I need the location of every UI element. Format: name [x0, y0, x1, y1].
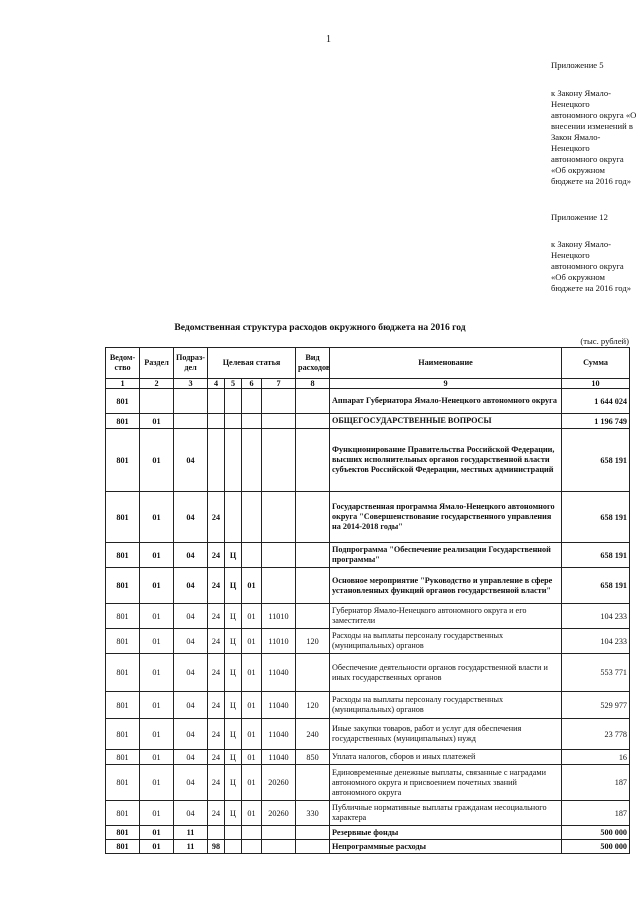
cell-name: Расходы на выплаты персоналу государственных (муниципальных) органов [330, 629, 562, 654]
cell-expense-type [296, 826, 330, 840]
cell-target-subprogram: Ц [225, 750, 242, 765]
column-number: 9 [330, 379, 562, 389]
table-row [106, 801, 630, 826]
cell-ministry: 801 [106, 654, 140, 692]
table-row [106, 568, 630, 604]
cell-target-event: 01 [242, 719, 262, 750]
cell-target-program: 24 [208, 543, 225, 568]
units-label: (тыс. рублей) [580, 336, 629, 346]
cell-section: 01 [140, 719, 174, 750]
cell-target-subprogram [225, 389, 242, 414]
document-title: Ведомственная структура расходов окружного бюджета на 2016 год [174, 322, 466, 333]
cell-section: 01 [140, 629, 174, 654]
cell-target-program: 24 [208, 765, 225, 801]
cell-subsection: 04 [174, 692, 208, 719]
cell-section: 01 [140, 604, 174, 629]
cell-subsection: 04 [174, 750, 208, 765]
cell-subsection: 11 [174, 840, 208, 854]
cell-target-event [242, 492, 262, 543]
cell-target-direction [262, 389, 296, 414]
annex-original-title: Приложение 12 [551, 212, 608, 222]
cell-target-program: 24 [208, 692, 225, 719]
cell-target-direction: 11040 [262, 750, 296, 765]
cell-subsection: 04 [174, 492, 208, 543]
cell-subsection: 04 [174, 801, 208, 826]
table-row [106, 826, 630, 840]
cell-target-direction [262, 414, 296, 429]
cell-target-subprogram: Ц [225, 604, 242, 629]
cell-target-event: 01 [242, 750, 262, 765]
cell-expense-type [296, 840, 330, 854]
cell-target-program [208, 429, 225, 492]
cell-target-event: 01 [242, 765, 262, 801]
cell-amount: 1 644 024 [562, 389, 630, 414]
cell-target-subprogram: Ц [225, 719, 242, 750]
cell-target-program: 24 [208, 568, 225, 604]
table-row [106, 765, 630, 801]
cell-amount: 104 233 [562, 604, 630, 629]
table-row [106, 719, 630, 750]
cell-expense-type: 850 [296, 750, 330, 765]
header-amount: Сумма [562, 348, 630, 379]
cell-ministry: 801 [106, 750, 140, 765]
cell-ministry: 801 [106, 629, 140, 654]
cell-subsection [174, 389, 208, 414]
cell-section: 01 [140, 692, 174, 719]
cell-target-program: 24 [208, 604, 225, 629]
cell-amount: 16 [562, 750, 630, 765]
column-number: 8 [296, 379, 330, 389]
cell-ministry: 801 [106, 801, 140, 826]
cell-name: Губернатор Ямало-Ненецкого автономного округа и его заместители [330, 604, 562, 629]
cell-section: 01 [140, 826, 174, 840]
cell-target-event [242, 840, 262, 854]
annex-original-basis: к Закону Ямало-Ненецкого автономного округа «Об окружном бюджете на 2016 год» [551, 239, 632, 293]
cell-ministry: 801 [106, 429, 140, 492]
cell-target-direction [262, 429, 296, 492]
cell-target-direction [262, 840, 296, 854]
cell-target-event: 01 [242, 801, 262, 826]
cell-subsection: 04 [174, 629, 208, 654]
cell-amount: 1 196 749 [562, 414, 630, 429]
cell-target-direction [262, 826, 296, 840]
cell-ministry: 801 [106, 826, 140, 840]
column-number: 7 [262, 379, 296, 389]
column-number: 6 [242, 379, 262, 389]
cell-section [140, 389, 174, 414]
cell-target-subprogram: Ц [225, 801, 242, 826]
page-number: 1 [326, 34, 331, 45]
column-number: 3 [174, 379, 208, 389]
table-row [106, 750, 630, 765]
cell-expense-type [296, 654, 330, 692]
table-row [106, 654, 630, 692]
table-row [106, 692, 630, 719]
cell-section: 01 [140, 765, 174, 801]
table-row [106, 492, 630, 543]
cell-section: 01 [140, 654, 174, 692]
cell-ministry: 801 [106, 604, 140, 629]
cell-target-direction: 20260 [262, 765, 296, 801]
cell-expense-type [296, 543, 330, 568]
cell-subsection: 11 [174, 826, 208, 840]
cell-target-direction [262, 568, 296, 604]
cell-amount: 553 771 [562, 654, 630, 692]
cell-amount: 658 191 [562, 543, 630, 568]
cell-target-event [242, 826, 262, 840]
cell-target-event [242, 389, 262, 414]
cell-name: Основное мероприятие "Руководство и управление в сфере установленных функций органов государственной власти" [330, 568, 562, 604]
cell-amount: 187 [562, 765, 630, 801]
cell-name: Иные закупки товаров, работ и услуг для обеспечения государственных (муниципальных) нужд [330, 719, 562, 750]
cell-section: 01 [140, 750, 174, 765]
cell-target-direction: 11040 [262, 719, 296, 750]
cell-expense-type [296, 414, 330, 429]
cell-ministry: 801 [106, 692, 140, 719]
column-number-row [106, 379, 630, 389]
cell-name: Обеспечение деятельности органов государственной власти и иных государственных органов [330, 654, 562, 692]
cell-target-program: 24 [208, 801, 225, 826]
header-ministry: Ведом-ство [106, 348, 140, 379]
cell-section: 01 [140, 492, 174, 543]
cell-target-subprogram [225, 414, 242, 429]
cell-section: 01 [140, 801, 174, 826]
cell-target-program [208, 414, 225, 429]
cell-expense-type [296, 429, 330, 492]
cell-section: 01 [140, 568, 174, 604]
cell-target-subprogram: Ц [225, 543, 242, 568]
cell-target-program: 24 [208, 719, 225, 750]
cell-name: Аппарат Губернатора Ямало-Ненецкого автономного округа [330, 389, 562, 414]
cell-target-direction: 20260 [262, 801, 296, 826]
cell-name: Государственная программа Ямало-Ненецкого автономного округа "Совершенствование государственного управления на 2014-2018 годы" [330, 492, 562, 543]
cell-amount: 529 977 [562, 692, 630, 719]
cell-name: Единовременные денежные выплаты, связанные с наградами автономного округа и присвоением почетных званий автономного округа [330, 765, 562, 801]
cell-target-program: 24 [208, 629, 225, 654]
cell-name: Уплата налогов, сборов и иных платежей [330, 750, 562, 765]
column-number: 5 [225, 379, 242, 389]
cell-target-direction: 11010 [262, 629, 296, 654]
cell-amount: 104 233 [562, 629, 630, 654]
cell-target-subprogram: Ц [225, 654, 242, 692]
cell-name: ОБЩЕГОСУДАРСТВЕННЫЕ ВОПРОСЫ [330, 414, 562, 429]
cell-expense-type [296, 389, 330, 414]
header-name: Наименование [330, 348, 562, 379]
cell-target-program: 24 [208, 750, 225, 765]
cell-target-program: 98 [208, 840, 225, 854]
cell-ministry: 801 [106, 389, 140, 414]
cell-target-program [208, 389, 225, 414]
table-row [106, 604, 630, 629]
table-row [106, 840, 630, 854]
cell-expense-type: 330 [296, 801, 330, 826]
cell-subsection: 04 [174, 719, 208, 750]
cell-expense-type: 240 [296, 719, 330, 750]
cell-name: Резервные фонды [330, 826, 562, 840]
column-number: 2 [140, 379, 174, 389]
cell-target-subprogram [225, 429, 242, 492]
table-row [106, 543, 630, 568]
cell-target-program: 24 [208, 654, 225, 692]
table-row [106, 429, 630, 492]
cell-subsection: 04 [174, 604, 208, 629]
cell-name: Подпрограмма "Обеспечение реализации Государственной программы" [330, 543, 562, 568]
cell-target-program [208, 826, 225, 840]
table-row [106, 389, 630, 414]
table-body [106, 379, 630, 854]
annex-current-basis: к Закону Ямало-Ненецкого автономного округа «О внесении изменений в Закон Ямало-Ненецкого автономного округа «Об окружном бюджете на 2016 год» [551, 88, 637, 186]
cell-target-event [242, 543, 262, 568]
cell-ministry: 801 [106, 414, 140, 429]
cell-subsection: 04 [174, 568, 208, 604]
cell-amount: 500 000 [562, 826, 630, 840]
cell-ministry: 801 [106, 765, 140, 801]
cell-target-event: 01 [242, 654, 262, 692]
cell-subsection [174, 414, 208, 429]
cell-target-event: 01 [242, 568, 262, 604]
header-section: Раздел [140, 348, 174, 379]
cell-expense-type: 120 [296, 692, 330, 719]
header-target-article: Целевая статья [208, 348, 296, 379]
cell-target-subprogram: Ц [225, 692, 242, 719]
cell-target-direction: 11040 [262, 692, 296, 719]
cell-target-subprogram: Ц [225, 568, 242, 604]
column-number: 4 [208, 379, 225, 389]
cell-expense-type [296, 492, 330, 543]
cell-amount: 187 [562, 801, 630, 826]
cell-expense-type [296, 604, 330, 629]
header-expense-type: Вид расходов [296, 348, 330, 379]
cell-target-subprogram [225, 840, 242, 854]
cell-target-direction: 11040 [262, 654, 296, 692]
cell-subsection: 04 [174, 429, 208, 492]
cell-amount: 500 000 [562, 840, 630, 854]
cell-amount: 23 778 [562, 719, 630, 750]
column-number: 1 [106, 379, 140, 389]
table-row [106, 629, 630, 654]
cell-amount: 658 191 [562, 568, 630, 604]
cell-section: 01 [140, 840, 174, 854]
cell-target-subprogram: Ц [225, 629, 242, 654]
cell-ministry: 801 [106, 719, 140, 750]
cell-target-subprogram [225, 826, 242, 840]
cell-section: 01 [140, 543, 174, 568]
cell-ministry: 801 [106, 543, 140, 568]
cell-target-program: 24 [208, 492, 225, 543]
annex-current-title: Приложение 5 [551, 60, 604, 70]
cell-target-direction: 11010 [262, 604, 296, 629]
cell-ministry: 801 [106, 568, 140, 604]
table-header-row [106, 348, 630, 379]
cell-section: 01 [140, 414, 174, 429]
cell-name: Функционирование Правительства Российской Федерации, высших исполнительных органов государственной власти субъектов Российской Федерации, местных администраций [330, 429, 562, 492]
cell-ministry: 801 [106, 492, 140, 543]
cell-subsection: 04 [174, 654, 208, 692]
header-subsection: Подраз-дел [174, 348, 208, 379]
cell-expense-type [296, 765, 330, 801]
cell-expense-type [296, 568, 330, 604]
cell-target-subprogram: Ц [225, 765, 242, 801]
cell-target-event [242, 429, 262, 492]
cell-amount: 658 191 [562, 429, 630, 492]
cell-target-subprogram [225, 492, 242, 543]
cell-name: Расходы на выплаты персоналу государственных (муниципальных) органов [330, 692, 562, 719]
cell-subsection: 04 [174, 765, 208, 801]
cell-target-event: 01 [242, 604, 262, 629]
column-number: 10 [562, 379, 630, 389]
cell-target-event [242, 414, 262, 429]
cell-target-event: 01 [242, 629, 262, 654]
table-row [106, 414, 630, 429]
cell-section: 01 [140, 429, 174, 492]
budget-table [105, 347, 630, 854]
cell-target-direction [262, 492, 296, 543]
cell-ministry: 801 [106, 840, 140, 854]
cell-name: Публичные нормативные выплаты гражданам несоциального характера [330, 801, 562, 826]
cell-target-direction [262, 543, 296, 568]
cell-subsection: 04 [174, 543, 208, 568]
cell-name: Непрограммные расходы [330, 840, 562, 854]
cell-amount: 658 191 [562, 492, 630, 543]
cell-target-event: 01 [242, 692, 262, 719]
cell-expense-type: 120 [296, 629, 330, 654]
